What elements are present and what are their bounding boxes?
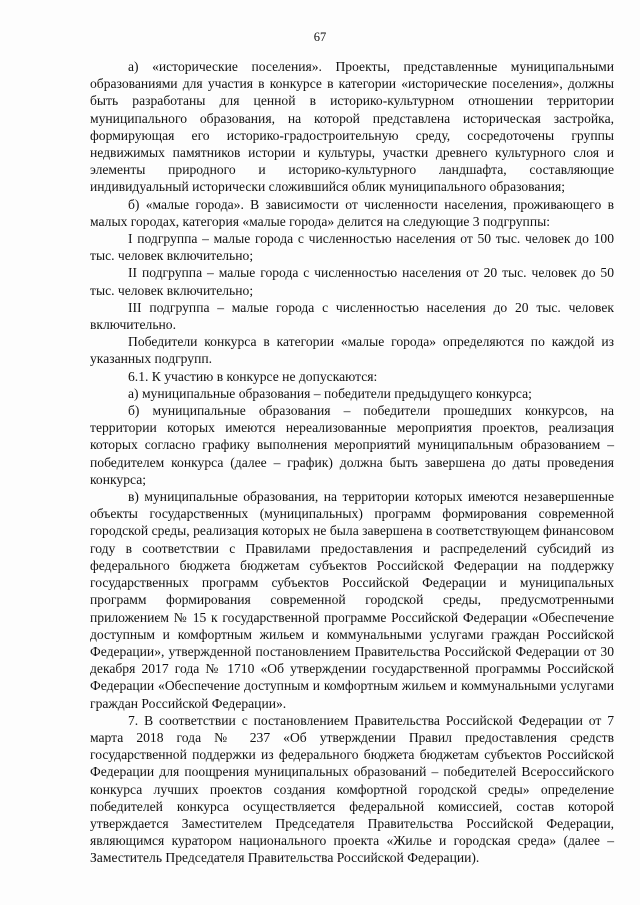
paragraph-small-towns: б) «малые города». В зависимости от численности населения, проживающего в малых городах, категория «малые города» делится на следующие 3 подгруппы:	[90, 196, 614, 229]
paragraph-winners-by-subgroup: Победители конкурса в категории «малые города» определяются по каждой из указанных подгрупп.	[90, 334, 614, 367]
paragraph-6-1-c: в) муниципальные образования, на территории которых имеются незавершенные объекты государственных (муниципальных) программ формирования современной городской среды, реализация которых не была завершена в соответствующем финансовом году в соответствии с Правилами предоставления и распределений субсидий из федерального бюджета бюджетам субъектов Российской Федерации на поддержку государственных программ субъектов Российской Федерации и муниципальных программ формирования современной городской среды, предусмотренными приложением № 15 к государственной программе Российской Федерации «Обеспечение доступным и комфортным жильем и коммунальными услугами граждан Российской Федерации», утвержденной постановлением Правительства Российской Федерации от 30 декабря 2017 года № 1710 «Об утверждении государственной программы Российской Федерации «Обеспечение доступным и комфортным жильем и коммунальными услугами граждан Российской Федерации».	[90, 489, 614, 711]
document-body	[90, 58, 614, 867]
paragraph-subgroup-3: III подгруппа – малые города с численностью населения до 20 тыс. человек включительно.	[90, 299, 614, 333]
page-number: 67	[313, 30, 327, 44]
paragraph-6-1-a: а) муниципальные образования – победители предыдущего конкурса;	[128, 385, 532, 401]
paragraph-6-1-b: б) муниципальные образования – победители прошедших конкурсов, на территории которых имеются нереализованные мероприятия проектов, реализация которых согласно графику выполнения мероприятий муниципальным образованием – победителем конкурса (далее – график) должна быть завершена до даты проведения конкурса;	[90, 403, 614, 487]
paragraph-6-1-heading: 6.1. К участию в конкурсе не допускаются:	[128, 368, 378, 384]
paragraph-subgroup-1: I подгруппа – малые города с численностью населения от 50 тыс. человек до 100 тыс. человек включительно;	[90, 231, 614, 264]
paragraph-historic-settlements: а) «исторические поселения». Проекты, представленные муниципальными образованиями для участия в конкурсе в категории «исторические поселения», должны быть разработаны для ценной в историко-культурном отношении территории муниципального образования, на которой представлена историческая застройка, формирующая его историко-градостроительную среду, сосредоточены группы недвижимых памятников истории и культуры, участки древнего культурного слоя и элементы природного и историко-культурного ландшафта, составляющие индивидуальный исторически сложившийся облик муниципального образования;	[90, 59, 614, 195]
paragraph-subgroup-2: II подгруппа – малые города с численностью населения от 20 тыс. человек до 50 тыс. человек включительно;	[90, 265, 614, 298]
paragraph-7: 7. В соответствии с постановлением Правительства Российской Федерации от 7 марта 2018 года № 237 «Об утверждении Правил предоставления средств государственной поддержки из федерального бюджета бюджетам субъектов Российской Федерации для поощрения муниципальных образований – победителей Всероссийского конкурса лучших проектов создания комфортной городской среды» определение победителей конкурса осуществляется федеральной комиссией, состав которой утверждается Заместителем Председателя Правительства Российской Федерации, являющимся куратором национального проекта «Жилье и городская среда» (далее – Заместитель Председателя Правительства Российской Федерации).	[90, 712, 614, 866]
